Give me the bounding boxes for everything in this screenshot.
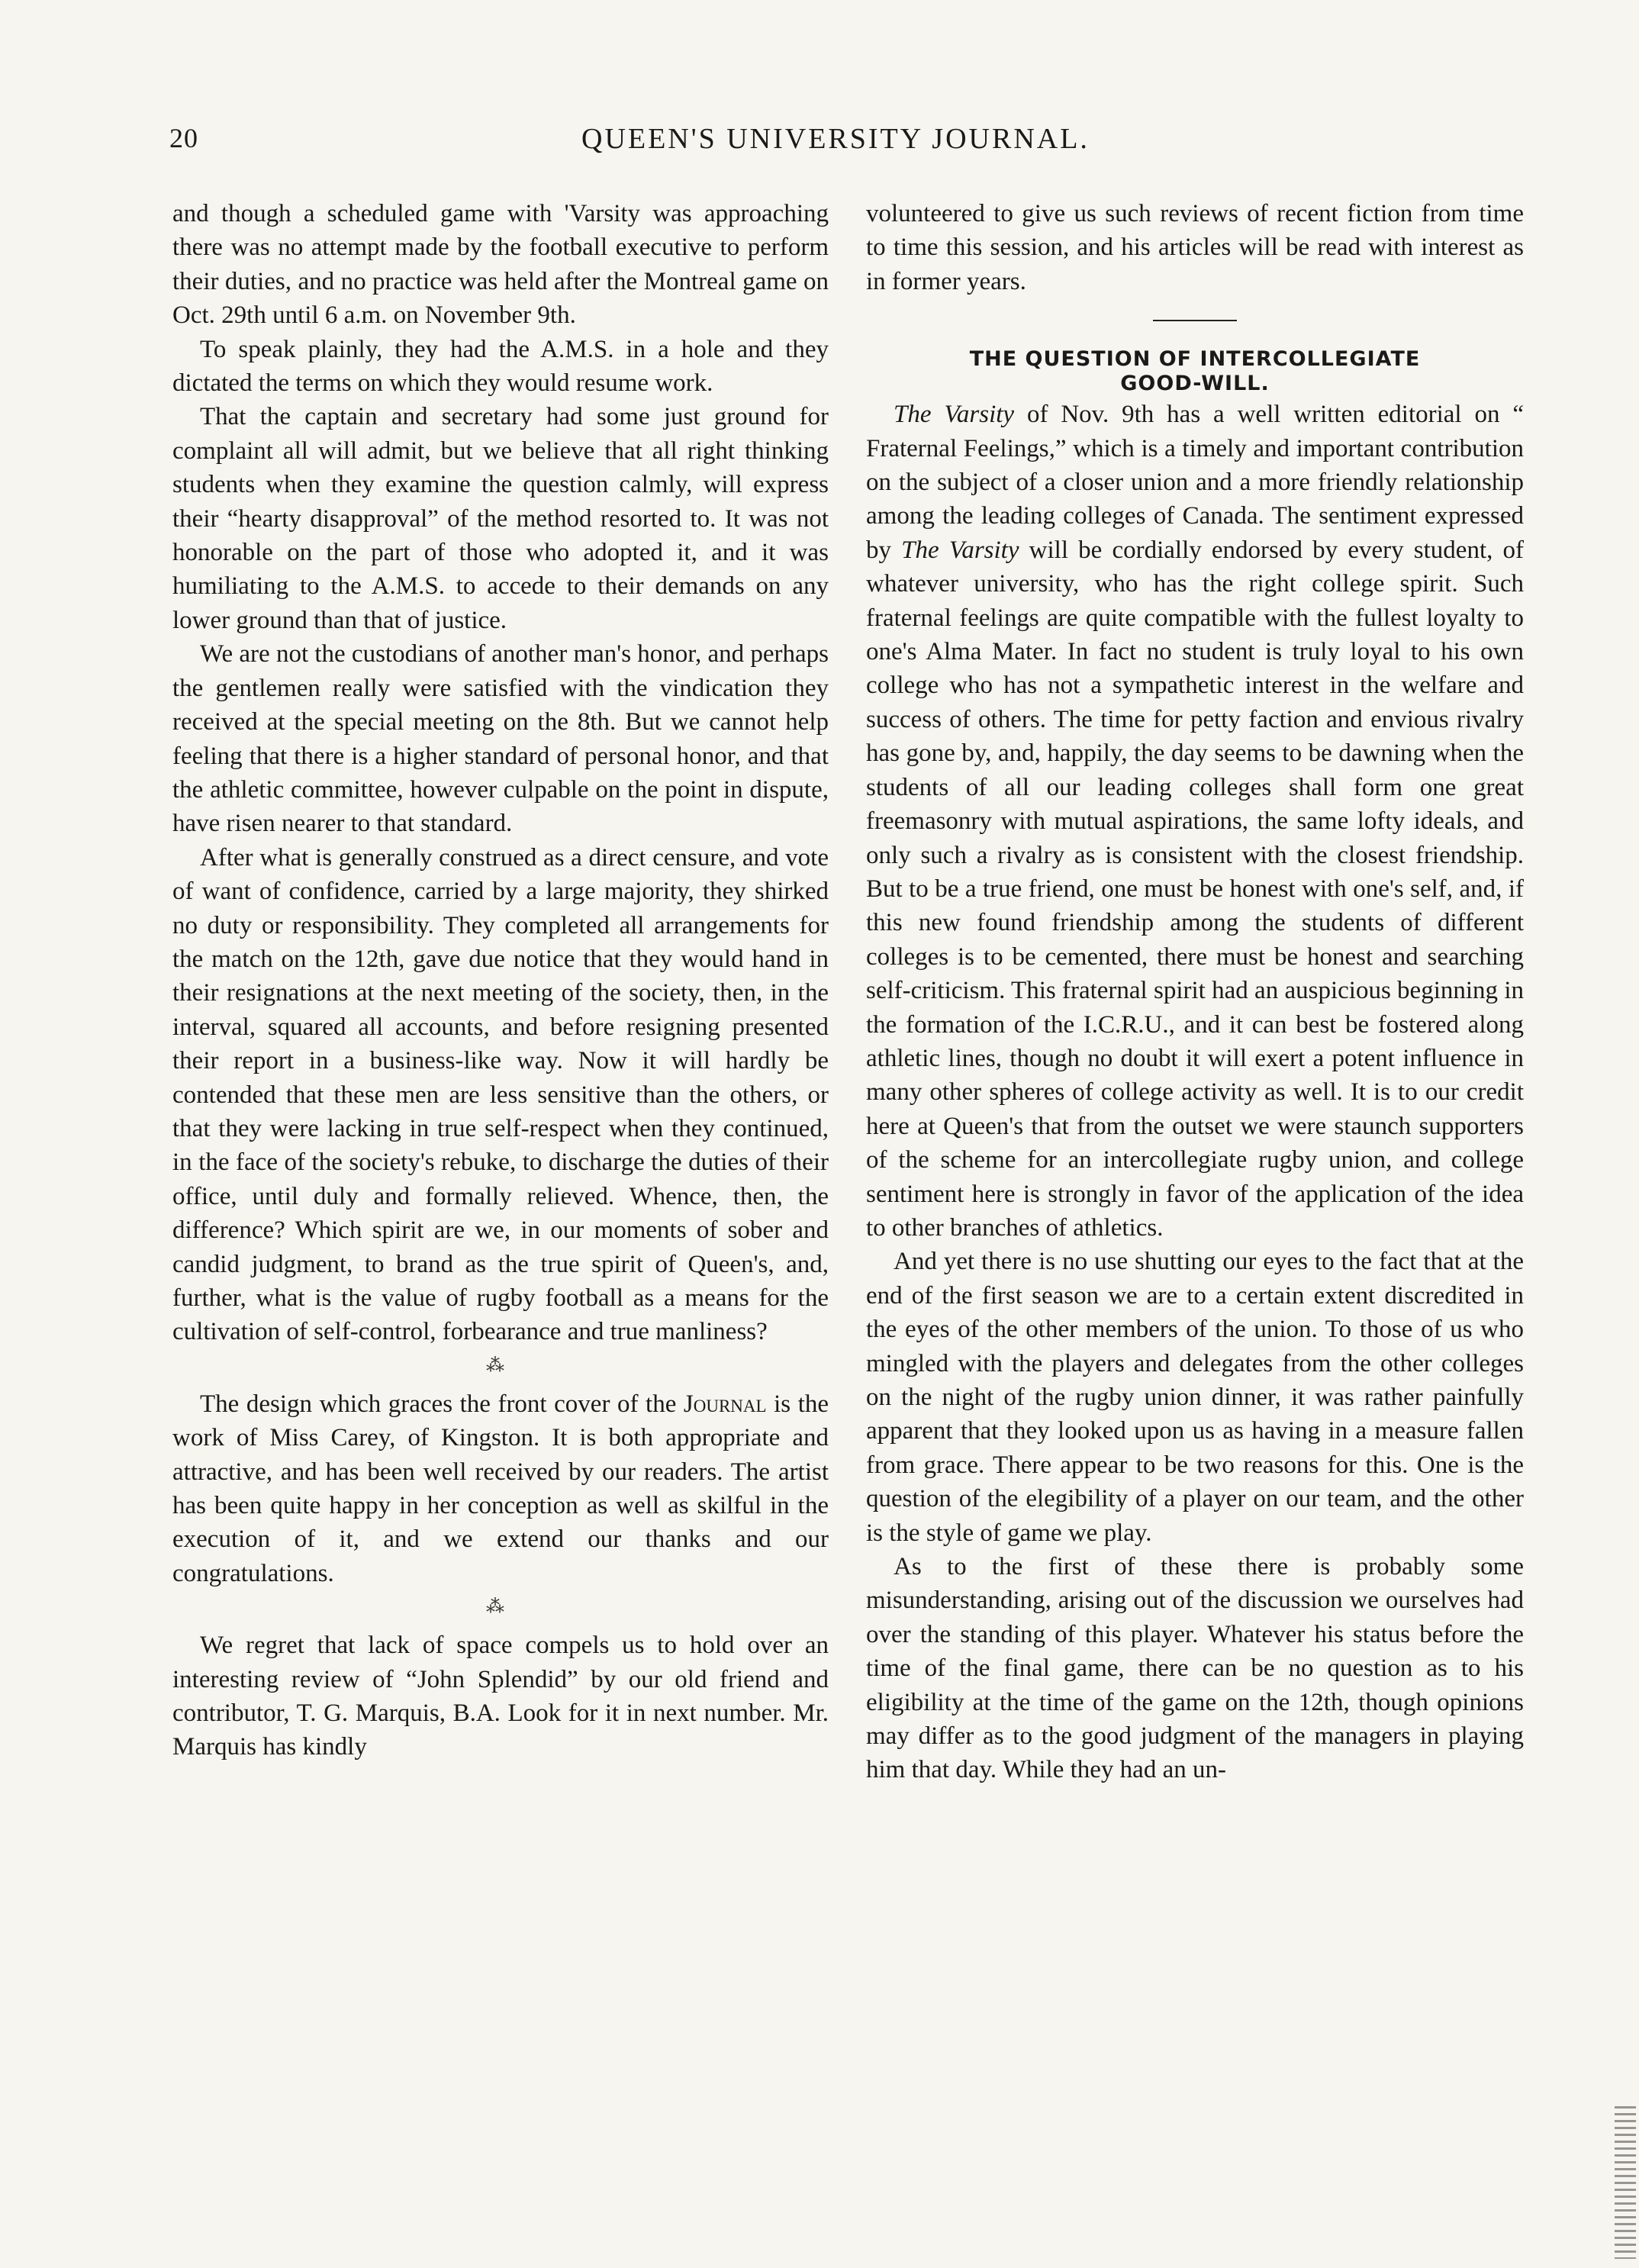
paragraph: As to the first of these there is probably some misunderstanding, arising out of the discussion we ourselves had over the standing of this player. Whatever his status before the time of the final game, there can be no question as to his eligibility at the time of the game on the 12th, though opinions may differ as to the good judgment of the managers in playing him that day. While they had an un-	[866, 1553, 1524, 1784]
page-header	[169, 122, 1528, 168]
article-heading	[866, 347, 1524, 396]
paragraph: We are not the custodians of another man's honor, and perhaps the gentlemen really were satisfied with the vindication they received at the special meeting on the 8th. But we cannot help feeling that there is a higher standard of personal honor, and that the athletic committee, however culpable on the point in dispute, have risen nearer to that standard.	[172, 640, 829, 838]
publication-title: The Varsity	[901, 536, 1019, 564]
article-heading-line: GOOD-WILL.	[1120, 372, 1270, 396]
paragraph	[866, 398, 1524, 1245]
paragraph: After what is generally construed as a direct censure, and vote of want of confidence, carried by a large majority, they shirked no duty or responsibility. They completed all arrangements for the match on the 12th, gave due notice that they would hand in their resignations at the next meeting of the society, then, in the interval, squared all accounts, and before resigning presented their report in a business-like way. Now it will hardly be contended that these men are less sensitive than the others, or that they were lacking in true self-respect when they continued, in the face of the society's rebuke, to discharge the duties of their office, until duly and formally relieved. Whence, then, the difference? Which spirit are we, in our moments of sober and candid judgment, to brand as the true spirit of Queen's, and, further, what is the value of rugby football as a means for the cultivation of self-control, forbearance and true manliness?	[172, 843, 829, 1346]
section-rule	[1153, 320, 1237, 321]
article-heading-line: THE QUESTION OF INTERCOLLEGIATE	[969, 347, 1421, 372]
paragraph-text: will be cordially endorsed by every student, of whatever university, who has the right college spirit. Such fraternal feelings are quite compatible with the fullest loyalty to one's Alma Mater. In fact no student is truly loyal to his own college who has not a sympathetic interest in the welfare and success of others. The time for petty faction and envious rivalry has gone by, and, happily, the day seems to be dawning when the students of all our leading colleges shall form one great freemasonry with mutual aspirations, the same lofty ideals, and only such a rivalry as is consistent with the closest friendship. But to be a true friend, one must be honest with one's self, and, if this new found friendship among the students of different colleges is to be cemented, there must be honest and searching self-criticism. This fraternal spirit had an auspicious beginning in the formation of the I.C.R.U., and it can best be fostered along athletic lines, though no doubt it will exert a potent influence in many other spheres of college activity as well. It is to our credit here at Queen's that from the outset we were staunch supporters of the scheme for an intercollegiate rugby union, and college sentiment here is strongly in favor of the application of the idea to other branches of athletics.	[866, 536, 1525, 1242]
publication-title: The Varsity	[894, 401, 1015, 429]
paragraph: We regret that lack of space compels us to hold over an interesting review of “John Splendid” by our old friend and contributor, T. G. Marquis, B.A. Look for it in next number. Mr. Marquis has kindly	[172, 1632, 829, 1761]
section-separator: ⁂	[486, 1355, 515, 1376]
left-column	[172, 197, 829, 1764]
paragraph: and though a scheduled game with 'Varsity was approaching there was no attempt made by the football executive to perform their duties, and no practice was held after the Montreal game on Oct. 29th until 6 a.m. on November 9th.	[172, 200, 829, 330]
scan-edge-marks	[1615, 2106, 1636, 2259]
section-separator: ⁂	[486, 1597, 515, 1618]
paragraph-text: The design which graces the front cover of the	[200, 1390, 684, 1418]
running-title: QUEEN'S UNIVERSITY JOURNAL.	[581, 123, 1090, 155]
page-number: 20	[169, 123, 198, 153]
paragraph: That the captain and secretary had some just ground for complaint all will admit, but we believe that all right thinking students when they examine the question calmly, will express their “hearty disapproval” of the method resorted to. It was not honorable on the part of those who adopted it, and it was humiliating to the A.M.S. to accede to their demands on any lower ground than that of justice.	[172, 403, 829, 634]
right-column	[866, 197, 1524, 1787]
journal-name: Journal	[683, 1390, 767, 1418]
paragraph: volunteered to give us such reviews of recent fiction from time to time this session, and his articles will be read with interest as in former years.	[866, 200, 1524, 295]
paragraph	[172, 1387, 829, 1590]
paragraph: And yet there is no use shutting our eyes to the fact that at the end of the first season we are to a certain extent discredited in the eyes of the other members of the union. To those of us who mingled with the players and delegates from the other colleges on the night of the rugby union dinner, it was rather painfully apparent that they looked upon us as having in a measure fallen from grace. There appear to be two reasons for this. One is the question of the elegibility of a player on our team, and the other is the style of game we play.	[866, 1248, 1524, 1547]
paragraph-text: of Nov. 9th has a well written editorial on “ Fraternal Feelings,” which is a timely and important contribution on the subject of a closer union and a more friendly relationship among the leading colleges of Canada. The sentiment expressed by	[866, 401, 1525, 564]
paragraph-text: is the work of Miss Carey, of Kingston. It is both appropriate and attractive, and has been well received by our readers. The artist has been quite happy in her conception as well as skilful in the execution of it, and we extend our thanks and our congratulations.	[172, 1390, 829, 1587]
paragraph: To speak plainly, they had the A.M.S. in a hole and they dictated the terms on which they would resume work.	[172, 335, 829, 398]
